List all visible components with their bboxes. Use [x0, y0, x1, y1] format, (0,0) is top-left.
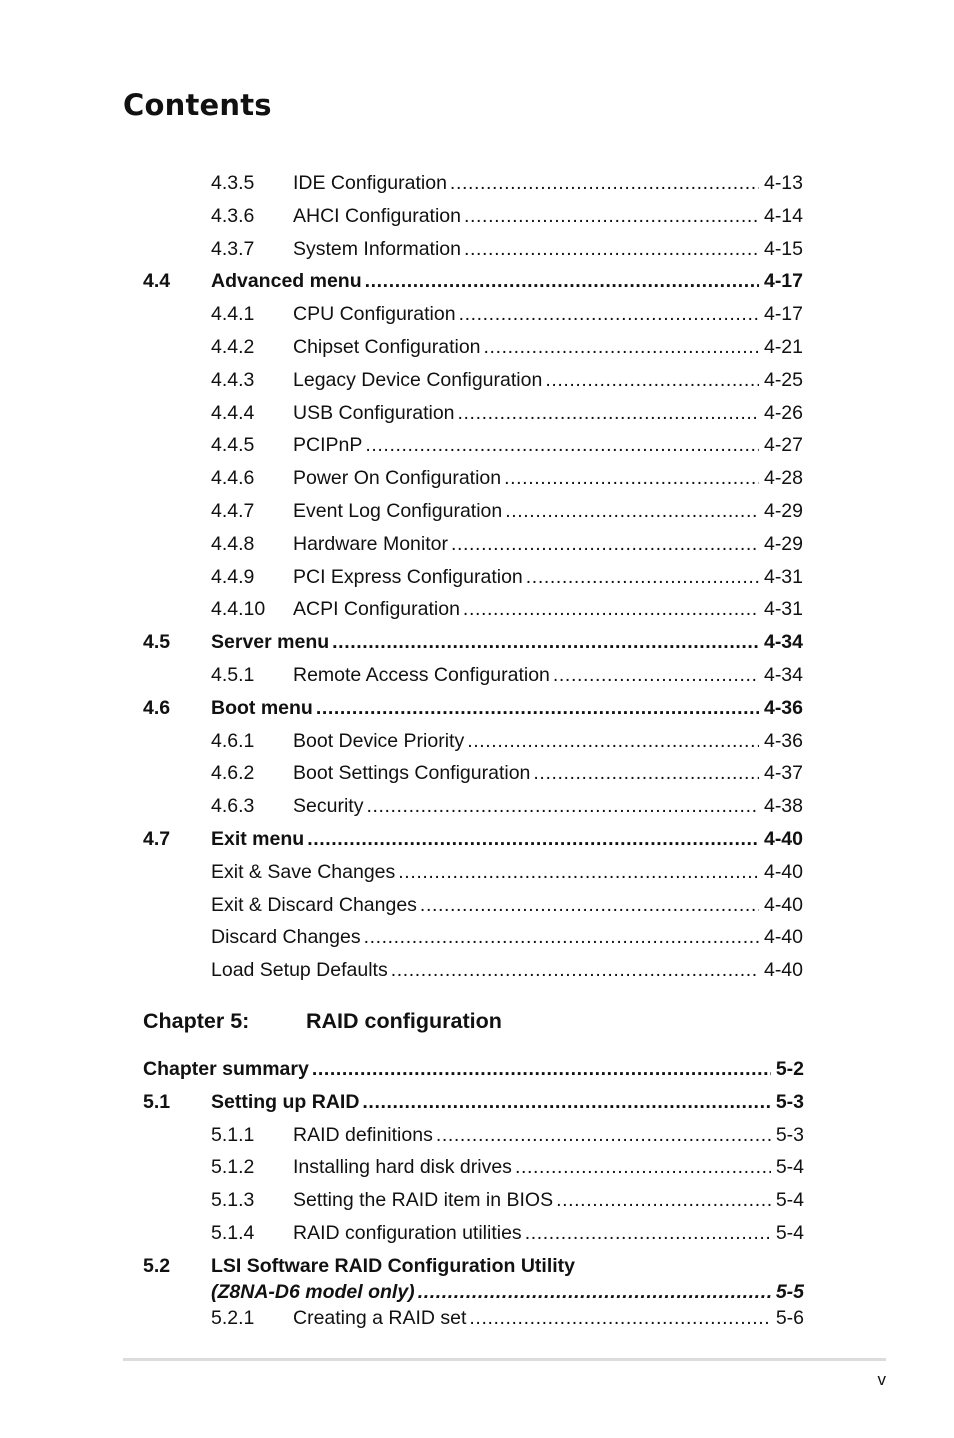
toc-entry-page: 4-34: [763, 631, 803, 654]
dot-leader: [365, 265, 759, 298]
toc-entry-page: 5-3: [775, 1123, 804, 1146]
toc-entry-number: 4.4.8: [211, 532, 255, 555]
toc-entry[interactable]: [0, 1250, 954, 1302]
toc-entry[interactable]: [0, 561, 954, 594]
toc-entry-leader: [211, 954, 803, 987]
toc-entry-leader: [211, 823, 803, 856]
toc-entry[interactable]: [0, 1184, 954, 1217]
toc-entry-title: Setting the RAID item in BIOS: [293, 1189, 554, 1212]
toc-entry[interactable]: [0, 462, 954, 495]
table-of-contents: [0, 167, 954, 1335]
dot-leader: [533, 757, 759, 790]
toc-entry[interactable]: [0, 265, 954, 298]
toc-entry[interactable]: [0, 364, 954, 397]
toc-entry-page: 5-4: [775, 1189, 804, 1212]
toc-entry-number: 4.6: [143, 696, 171, 719]
toc-entry-leader: [293, 1217, 804, 1250]
dot-leader: [515, 1151, 771, 1184]
toc-entry-leader: [293, 1302, 804, 1335]
dot-leader: [307, 823, 759, 856]
dot-leader: [365, 429, 759, 462]
toc-entry-page: 4-21: [763, 335, 803, 358]
chapter-heading: [0, 1005, 954, 1053]
toc-entry-number: 4.4: [143, 270, 171, 293]
toc-entry-leader: [293, 331, 803, 364]
toc-entry[interactable]: [0, 593, 954, 626]
toc-entry-number: 4.5: [143, 631, 171, 654]
toc-entry-title-continued: (Z8NA-D6 model only): [211, 1280, 415, 1303]
toc-entry-title: Remote Access Configuration: [293, 663, 550, 686]
dot-leader: [458, 397, 759, 430]
toc-entry-title: PCI Express Configuration: [293, 565, 523, 588]
toc-entry-number: 4.6.2: [211, 762, 255, 785]
chapter-title: RAID configuration: [306, 1008, 502, 1033]
toc-entry-number: 4.3.6: [211, 204, 255, 227]
toc-entry[interactable]: [0, 1119, 954, 1152]
toc-entry-page: 4-26: [763, 401, 803, 424]
dot-leader: [525, 1217, 771, 1250]
toc-entry-leader: [211, 856, 803, 889]
toc-entry-title: USB Configuration: [293, 401, 455, 424]
toc-entry-page: 5-4: [775, 1156, 804, 1179]
dot-leader: [364, 921, 759, 954]
dot-leader: [526, 561, 759, 594]
dot-leader: [436, 1119, 771, 1152]
toc-entry[interactable]: [0, 167, 954, 200]
toc-entry-number: 5.1.3: [211, 1189, 255, 1212]
toc-entry-page: 4-28: [763, 467, 803, 490]
dot-leader: [545, 364, 759, 397]
toc-entry-page: 4-13: [763, 172, 803, 194]
toc-entry-title: Boot Device Priority: [293, 729, 465, 752]
toc-entry-title: Discard Changes: [211, 926, 361, 949]
toc-entry-title: RAID configuration utilities: [293, 1221, 522, 1244]
toc-entry-number: 4.4.7: [211, 499, 255, 522]
toc-entry-title: Server menu: [211, 631, 330, 654]
toc-entry-leader: [293, 659, 803, 692]
toc-entry-number: 4.4.4: [211, 401, 255, 424]
dot-leader: [463, 593, 759, 626]
toc-entry[interactable]: [0, 626, 954, 659]
toc-entry-number: 4.6.1: [211, 729, 255, 752]
toc-entry-number: 4.6.3: [211, 795, 255, 818]
toc-entry[interactable]: [0, 1217, 954, 1250]
toc-entry-title: RAID definitions: [293, 1123, 433, 1146]
toc-entry-number: 4.4.9: [211, 565, 255, 588]
toc-entry-title: Exit & Discard Changes: [211, 893, 417, 916]
dot-leader: [467, 725, 759, 758]
toc-entry-leader: [293, 167, 803, 200]
dot-leader: [459, 298, 759, 331]
toc-entry-page: 4-40: [763, 893, 803, 916]
toc-entry-page: 4-40: [763, 959, 803, 982]
dot-leader: [362, 1086, 770, 1119]
toc-entry-number: 4.3.7: [211, 237, 255, 260]
toc-entry[interactable]: [0, 954, 954, 987]
toc-entry-leader: [293, 528, 803, 561]
toc-entry-number: 5.1.2: [211, 1156, 255, 1179]
page-title: Contents: [123, 88, 272, 122]
toc-entry-number: 4.5.1: [211, 663, 255, 686]
toc-entry[interactable]: [0, 921, 954, 954]
toc-entry-leader: [293, 233, 803, 266]
toc-entry-number: 5.2: [143, 1254, 171, 1277]
toc-entry-leader: [211, 692, 803, 725]
toc-entry-number: 5.1: [143, 1090, 171, 1113]
toc-entry-page: 4-14: [763, 204, 803, 227]
toc-entry-leader: [293, 561, 803, 594]
toc-entry-page: 4-17: [763, 303, 803, 326]
dot-leader: [312, 1053, 771, 1086]
toc-entry-leader: [293, 397, 803, 430]
toc-entry-title: Security: [293, 795, 364, 818]
toc-entry-title: Exit menu: [211, 827, 305, 850]
toc-entry-leader: [293, 790, 803, 823]
dot-leader: [553, 659, 759, 692]
toc-entry-page: 4-34: [763, 663, 803, 686]
toc-entry-title: Installing hard disk drives: [293, 1156, 512, 1179]
toc-entry-page: 4-40: [763, 926, 803, 949]
dot-leader: [316, 692, 759, 725]
toc-entry-title: Boot Settings Configuration: [293, 762, 531, 785]
toc-entry-title: CPU Configuration: [293, 303, 456, 326]
toc-entry-title: Creating a RAID set: [293, 1306, 467, 1329]
toc-entry-title: Hardware Monitor: [293, 532, 448, 555]
toc-entry-leader: [211, 626, 803, 659]
dot-leader: [398, 856, 759, 889]
toc-entry-number: 4.4.2: [211, 335, 255, 358]
toc-entry-leader: [293, 725, 803, 758]
toc-entry[interactable]: [0, 725, 954, 758]
dot-leader: [469, 1302, 770, 1335]
toc-entry-number: 5.2.1: [211, 1306, 255, 1329]
toc-entry[interactable]: [0, 1086, 954, 1119]
toc-entry[interactable]: [0, 823, 954, 856]
toc-entry-page: 5-2: [775, 1057, 804, 1080]
toc-entry-page: 4-36: [763, 696, 803, 719]
toc-entry-title: System Information: [293, 237, 461, 260]
toc-entry-page: 4-27: [763, 434, 803, 457]
toc-entry-title: Exit & Save Changes: [211, 860, 396, 883]
dot-leader: [556, 1184, 771, 1217]
toc-entry-leader: [293, 1184, 804, 1217]
toc-entry-title: ACPI Configuration: [293, 598, 460, 621]
toc-entry[interactable]: [0, 200, 954, 233]
toc-entry-leader: [143, 1053, 804, 1086]
toc-entry-number: 4.4.10: [211, 598, 266, 621]
toc-entry-leader: [211, 921, 803, 954]
toc-entry-number: 4.3.5: [211, 172, 255, 194]
toc-entry-leader: [293, 364, 803, 397]
toc-entry[interactable]: [0, 659, 954, 692]
toc-entry-number: 4.4.6: [211, 467, 255, 490]
toc-entry[interactable]: [0, 331, 954, 364]
toc-entry-title: LSI Software RAID Configuration Utility: [211, 1254, 575, 1277]
toc-entry-page: 4-31: [763, 565, 803, 588]
toc-entry-leader: [293, 1119, 804, 1152]
toc-entry[interactable]: [0, 429, 954, 462]
toc-entry-page: 4-36: [763, 729, 803, 752]
toc-entry-number: 4.4.5: [211, 434, 255, 457]
toc-entry-leader: [211, 265, 803, 298]
toc-entry-page: 4-17: [763, 270, 803, 293]
chapter-label: Chapter 5:: [143, 1008, 250, 1033]
toc-entry-title: Setting up RAID: [211, 1090, 360, 1113]
toc-entry-page: 4-31: [763, 598, 803, 621]
toc-entry-page: 4-37: [763, 762, 803, 785]
toc-entry-page: 5-4: [775, 1221, 804, 1244]
dot-leader: [450, 167, 759, 200]
toc-entry[interactable]: [0, 692, 954, 725]
toc-entry-leader: [293, 429, 803, 462]
toc-entry-page: 4-29: [763, 532, 803, 555]
toc-entry-page: 4-40: [763, 827, 803, 850]
toc-entry[interactable]: [0, 790, 954, 823]
footer-divider: [123, 1358, 886, 1361]
toc-entry[interactable]: [0, 397, 954, 430]
dot-leader: [420, 889, 759, 922]
toc-entry-number: 4.4.1: [211, 303, 255, 326]
toc-entry-leader: [293, 200, 803, 233]
toc-entry-number: 4.7: [143, 827, 171, 850]
toc-entry[interactable]: [0, 889, 954, 922]
toc-entry-number: 5.1.4: [211, 1221, 255, 1244]
toc-entry[interactable]: [0, 233, 954, 266]
toc-entry-page: 4-40: [763, 860, 803, 883]
toc-entry-title: Chapter summary: [143, 1057, 309, 1080]
toc-entry[interactable]: [0, 757, 954, 790]
toc-entry-page: 4-15: [763, 237, 803, 260]
toc-entry-page: 5-5: [775, 1280, 804, 1303]
toc-entry-page: 4-25: [763, 368, 803, 391]
toc-entry-title: Chipset Configuration: [293, 335, 481, 358]
toc-entry-number: 4.4.3: [211, 368, 255, 391]
toc-entry-leader: [211, 889, 803, 922]
toc-entry[interactable]: [0, 1151, 954, 1184]
dot-leader: [505, 495, 759, 528]
toc-entry-title: Legacy Device Configuration: [293, 368, 543, 391]
toc-entry-title: IDE Configuration: [293, 172, 447, 194]
dot-leader: [504, 462, 759, 495]
toc-entry[interactable]: [0, 1302, 954, 1335]
dot-leader: [451, 528, 759, 561]
dot-leader: [464, 233, 759, 266]
toc-entry[interactable]: [0, 856, 954, 889]
toc-entry-title: Advanced menu: [211, 270, 362, 293]
toc-entry-leader: [293, 462, 803, 495]
toc-entry[interactable]: [0, 528, 954, 561]
toc-entry-title: Load Setup Defaults: [211, 959, 388, 982]
toc-entry-leader: [293, 593, 803, 626]
toc-entry-page: 5-6: [775, 1306, 804, 1329]
toc-entry-leader: [293, 1151, 804, 1184]
toc-entry[interactable]: [0, 1053, 954, 1086]
toc-entry-page: 4-38: [763, 795, 803, 818]
dot-leader: [332, 626, 759, 659]
toc-entry-leader: [293, 757, 803, 790]
toc-entry-title: Event Log Configuration: [293, 499, 503, 522]
toc-entry-title: Power On Configuration: [293, 467, 502, 490]
toc-entry-page: 5-3: [775, 1090, 804, 1113]
toc-entry-title: Boot menu: [211, 696, 313, 719]
dot-leader: [366, 790, 759, 823]
dot-leader: [464, 200, 759, 233]
dot-leader: [484, 331, 759, 364]
toc-entry-page: 4-29: [763, 499, 803, 522]
footer-page-number: v: [877, 1370, 886, 1389]
toc-entry-leader: [293, 495, 803, 528]
toc-entry-leader: [293, 298, 803, 331]
toc-entry-number: 5.1.1: [211, 1123, 255, 1146]
toc-entry-title: PCIPnP: [293, 434, 363, 457]
toc-section-chapter-5: [0, 1053, 954, 1250]
toc-entry[interactable]: [0, 298, 954, 331]
toc-entry[interactable]: [0, 495, 954, 528]
toc-entry-leader: [211, 1086, 804, 1119]
toc-section-chapter-4: [0, 167, 954, 987]
toc-entry-title: AHCI Configuration: [293, 204, 461, 227]
dot-leader: [391, 954, 759, 987]
